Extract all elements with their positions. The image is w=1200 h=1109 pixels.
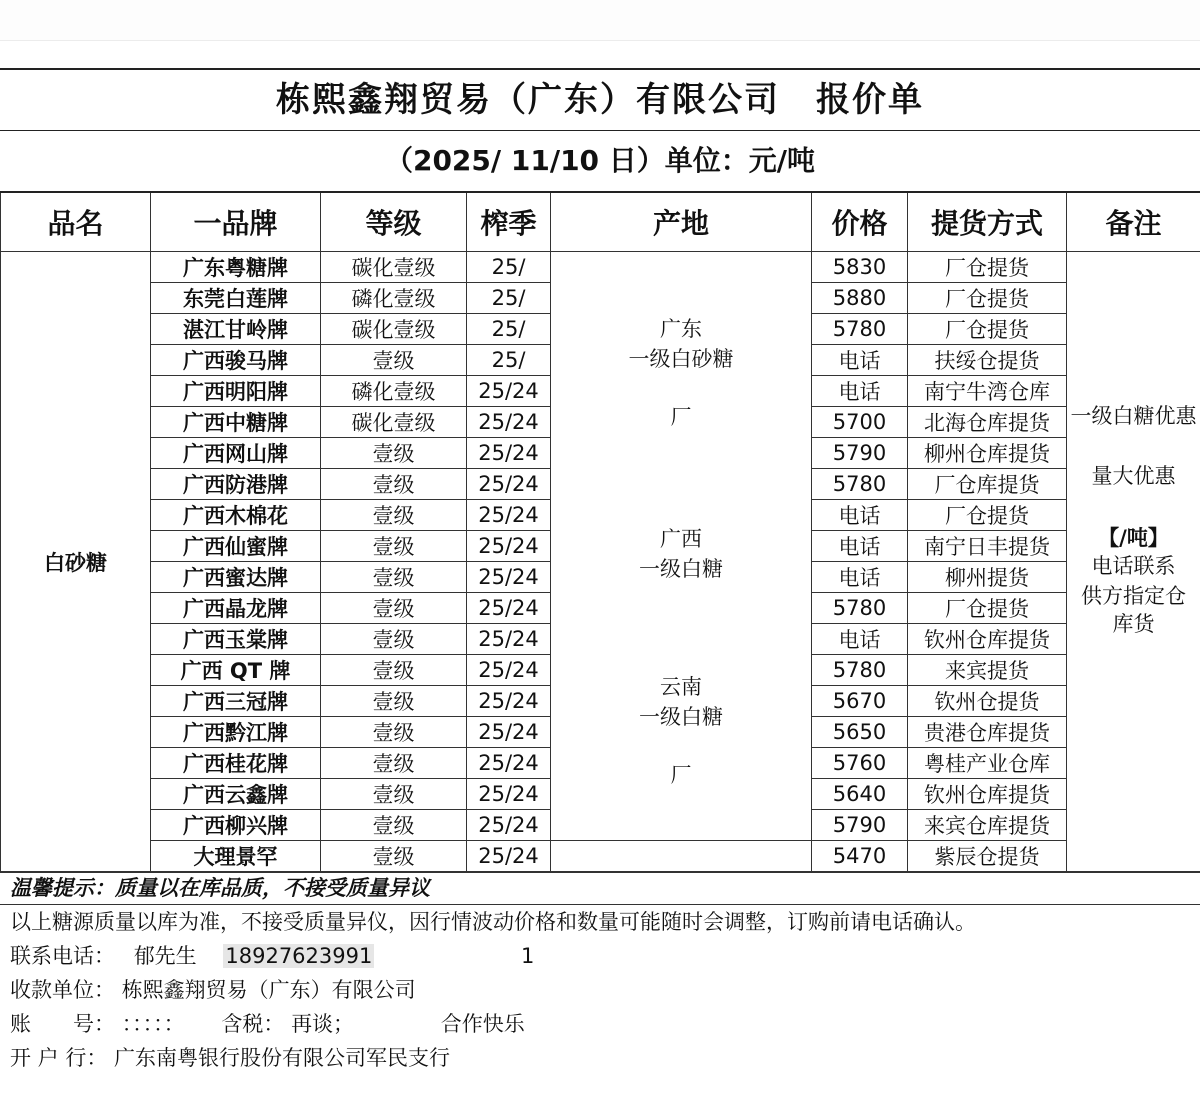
grade-cell: 壹级 — [321, 779, 467, 810]
quotation-sheet — [0, 68, 1200, 1075]
price-cell: 电话 — [812, 562, 908, 593]
season-cell: 25/24 — [467, 438, 551, 469]
tax-value: 再谈； — [291, 1012, 355, 1036]
header-price: 价格 — [812, 192, 908, 252]
season-cell: 25/24 — [467, 562, 551, 593]
grade-cell: 壹级 — [321, 686, 467, 717]
header-brand: 一品牌 — [151, 192, 321, 252]
price-cell: 5780 — [812, 469, 908, 500]
grade-cell: 壹级 — [321, 593, 467, 624]
price-cell: 5670 — [812, 686, 908, 717]
delivery-cell: 厂仓提货 — [908, 252, 1067, 283]
remark-unit: 【/吨】 — [1098, 526, 1169, 550]
brand-cell: 广西云鑫牌 — [151, 779, 321, 810]
price-cell: 5830 — [812, 252, 908, 283]
brand-cell: 广西柳兴牌 — [151, 810, 321, 841]
date-unit-subtitle: （2025/ 11/10 日）单位：元/吨 — [384, 144, 816, 177]
grade-cell: 壹级 — [321, 345, 467, 376]
footer — [0, 872, 1200, 1075]
season-cell: 25/24 — [467, 407, 551, 438]
notice-text: 以上糖源质量以库为准，不接受质量异仪，因行情波动价格和数量可能随时会调整，订购前请电话确认。 — [10, 910, 976, 934]
remark-discount: 一级白糖优惠 — [1070, 404, 1197, 428]
brand-cell: 广西中糖牌 — [151, 407, 321, 438]
delivery-cell: 南宁日丰提货 — [908, 531, 1067, 562]
origin-cell — [551, 252, 812, 841]
delivery-cell: 紫辰仓提货 — [908, 841, 1067, 872]
brand-cell: 广西晶龙牌 — [151, 593, 321, 624]
grade-cell: 壹级 — [321, 810, 467, 841]
price-cell: 5780 — [812, 593, 908, 624]
remark-bulk: 量大优惠 — [1091, 464, 1176, 488]
header-grade: 等级 — [321, 192, 467, 252]
grade-cell: 壹级 — [321, 624, 467, 655]
season-cell: 25/24 — [467, 748, 551, 779]
season-cell: 25/24 — [467, 841, 551, 872]
remark-goods: 库货 — [1112, 612, 1155, 636]
brand-cell: 广西网山牌 — [151, 438, 321, 469]
phone-label: 联系电话： — [10, 944, 115, 968]
grade-cell: 碳化壹级 — [321, 407, 467, 438]
season-cell: 25/24 — [467, 376, 551, 407]
delivery-cell: 厂仓库提货 — [908, 469, 1067, 500]
season-cell: 25/24 — [467, 531, 551, 562]
remark-cell — [1067, 252, 1200, 872]
price-cell: 5780 — [812, 655, 908, 686]
quality-tip: 温馨提示：质量以在库品质，不接受质量异议 — [0, 873, 1200, 905]
brand-cell: 广西明阳牌 — [151, 376, 321, 407]
price-cell: 5470 — [812, 841, 908, 872]
price-cell: 5790 — [812, 438, 908, 469]
account-row — [0, 1007, 1200, 1041]
table-row — [1, 841, 1200, 872]
origin-guangxi-sugar: 一级白糖 — [639, 557, 723, 581]
origin-yunnan-sugar: 一级白糖 — [639, 705, 723, 729]
price-cell: 5640 — [812, 779, 908, 810]
header-origin: 产地 — [551, 192, 812, 252]
delivery-cell: 粤桂产业仓库 — [908, 748, 1067, 779]
price-cell: 电话 — [812, 531, 908, 562]
price-cell: 电话 — [812, 345, 908, 376]
brand-cell: 东莞白莲牌 — [151, 283, 321, 314]
delivery-cell: 厂仓提货 — [908, 500, 1067, 531]
brand-cell: 大理景罕 — [151, 841, 321, 872]
header-product: 品名 — [1, 192, 151, 252]
delivery-cell: 厂仓提货 — [908, 593, 1067, 624]
origin-guangxi: 广西 — [660, 527, 702, 551]
grade-cell: 壹级 — [321, 717, 467, 748]
table-row — [1, 252, 1200, 283]
brand-cell: 广东粤糖牌 — [151, 252, 321, 283]
brand-cell: 广西防港牌 — [151, 469, 321, 500]
origin-guangdong: 广东 — [660, 317, 702, 341]
grade-cell: 壹级 — [321, 748, 467, 779]
brand-cell: 广西木棉花 — [151, 500, 321, 531]
delivery-cell: 钦州仓提货 — [908, 686, 1067, 717]
season-cell: 25/ — [467, 345, 551, 376]
grade-cell: 壹级 — [321, 469, 467, 500]
delivery-cell: 柳州提货 — [908, 562, 1067, 593]
delivery-cell: 贵港仓库提货 — [908, 717, 1067, 748]
grade-cell: 壹级 — [321, 531, 467, 562]
brand-cell: 广西 QT 牌 — [151, 655, 321, 686]
payee-name: 栋熙鑫翔贸易（广东）有限公司 — [121, 978, 416, 1002]
price-cell: 5650 — [812, 717, 908, 748]
grade-cell: 壹级 — [321, 438, 467, 469]
delivery-cell: 厂仓提货 — [908, 314, 1067, 345]
brand-cell: 广西仙蜜牌 — [151, 531, 321, 562]
price-cell: 5780 — [812, 314, 908, 345]
delivery-cell: 北海仓库提货 — [908, 407, 1067, 438]
grade-cell: 碳化壹级 — [321, 314, 467, 345]
price-cell: 电话 — [812, 376, 908, 407]
grade-cell: 磷化壹级 — [321, 376, 467, 407]
origin-factory-2: 厂 — [670, 763, 692, 787]
season-cell: 25/24 — [467, 779, 551, 810]
origin-factory-1: 厂 — [670, 405, 692, 429]
delivery-cell: 钦州仓库提货 — [908, 624, 1067, 655]
price-cell: 电话 — [812, 624, 908, 655]
delivery-cell: 来宾仓库提货 — [908, 810, 1067, 841]
delivery-cell: 扶绥仓提货 — [908, 345, 1067, 376]
brand-cell: 广西玉棠牌 — [151, 624, 321, 655]
grade-cell: 壹级 — [321, 841, 467, 872]
season-cell: 25/24 — [467, 686, 551, 717]
season-cell: 25/24 — [467, 624, 551, 655]
slogan: 合作快乐 — [440, 1012, 525, 1036]
price-cell: 电话 — [812, 500, 908, 531]
season-cell: 25/24 — [467, 717, 551, 748]
price-cell: 5790 — [812, 810, 908, 841]
header-delivery: 提货方式 — [908, 192, 1067, 252]
grade-cell: 磷化壹级 — [321, 283, 467, 314]
account-label: 账 号： — [10, 1012, 115, 1036]
phone-extra: 1 — [521, 944, 535, 968]
brand-cell: 广西桂花牌 — [151, 748, 321, 779]
contact-row — [0, 939, 1200, 973]
brand-cell: 广西三冠牌 — [151, 686, 321, 717]
price-cell: 5700 — [812, 407, 908, 438]
delivery-cell: 钦州仓库提货 — [908, 779, 1067, 810]
brand-cell: 广西骏马牌 — [151, 345, 321, 376]
season-cell: 25/24 — [467, 655, 551, 686]
top-gap — [0, 0, 1200, 41]
page-title: 栋熙鑫翔贸易（广东）有限公司 报价单 — [0, 68, 1200, 131]
bank-name: 广东南粤银行股份有限公司军民支行 — [114, 1046, 451, 1070]
price-table — [0, 191, 1200, 872]
account-value: ：：：：： — [121, 1012, 185, 1036]
delivery-cell: 柳州仓库提货 — [908, 438, 1067, 469]
origin-guangdong-sugar: 一级白砂糖 — [628, 347, 734, 371]
header-remark: 备注 — [1067, 192, 1200, 252]
season-cell: 25/ — [467, 283, 551, 314]
price-cell: 5880 — [812, 283, 908, 314]
payee-row — [0, 973, 1200, 1007]
grade-cell: 壹级 — [321, 562, 467, 593]
bank-label: 开 户 行： — [10, 1046, 108, 1070]
origin-empty-cell — [551, 841, 812, 872]
table-header-row — [1, 192, 1200, 252]
origin-yunnan: 云南 — [660, 675, 702, 699]
season-cell: 25/24 — [467, 469, 551, 500]
season-cell: 25/24 — [467, 810, 551, 841]
season-cell: 25/24 — [467, 500, 551, 531]
grade-cell: 壹级 — [321, 655, 467, 686]
brand-cell: 湛江甘岭牌 — [151, 314, 321, 345]
payee-label: 收款单位： — [10, 978, 115, 1002]
delivery-cell: 厂仓提货 — [908, 283, 1067, 314]
season-cell: 25/ — [467, 252, 551, 283]
remark-warehouse: 供方指定仓 — [1081, 584, 1186, 608]
phone-number[interactable]: 18927623991 — [225, 944, 373, 968]
remark-call: 电话联系 — [1091, 554, 1176, 578]
header-season: 榨季 — [467, 192, 551, 252]
grade-cell: 碳化壹级 — [321, 252, 467, 283]
product-name: 白砂糖 — [1, 252, 151, 872]
price-cell: 5760 — [812, 748, 908, 779]
brand-cell: 广西蜜达牌 — [151, 562, 321, 593]
tax-label: 含税： — [221, 1012, 285, 1036]
season-cell: 25/ — [467, 314, 551, 345]
brand-cell: 广西黔江牌 — [151, 717, 321, 748]
season-cell: 25/24 — [467, 593, 551, 624]
delivery-cell: 南宁牛湾仓库 — [908, 376, 1067, 407]
delivery-cell: 来宾提货 — [908, 655, 1067, 686]
bank-row — [0, 1041, 1200, 1075]
grade-cell: 壹级 — [321, 500, 467, 531]
contact-name: 郁先生 — [133, 944, 197, 968]
